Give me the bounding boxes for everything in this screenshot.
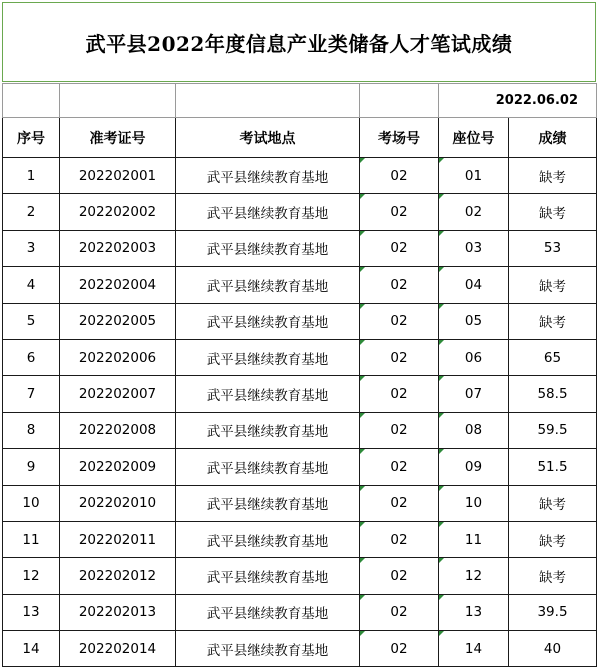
empty-cell[interactable] — [176, 84, 360, 118]
header-venue[interactable]: 考试地点 — [176, 118, 360, 158]
cell-seq[interactable]: 10 — [3, 485, 60, 521]
cell-room[interactable]: 02 — [360, 303, 439, 339]
cell-seat[interactable]: 12 — [439, 558, 509, 594]
header-score[interactable]: 成绩 — [509, 118, 597, 158]
cell-seat[interactable]: 07 — [439, 376, 509, 412]
table-row — [3, 376, 597, 412]
cell-room[interactable]: 02 — [360, 158, 439, 194]
cell-ticket[interactable]: 202202014 — [60, 631, 176, 667]
cell-venue[interactable]: 武平县继续教育基地 — [176, 194, 360, 230]
cell-ticket[interactable]: 202202011 — [60, 521, 176, 557]
cell-ticket[interactable]: 202202009 — [60, 449, 176, 485]
cell-seq[interactable]: 11 — [3, 521, 60, 557]
cell-seat[interactable]: 04 — [439, 267, 509, 303]
cell-score[interactable]: 40 — [509, 631, 597, 667]
cell-score[interactable]: 缺考 — [509, 558, 597, 594]
cell-venue[interactable]: 武平县继续教育基地 — [176, 558, 360, 594]
empty-cell[interactable] — [360, 84, 439, 118]
cell-score[interactable]: 58.5 — [509, 376, 597, 412]
table-row — [3, 485, 597, 521]
cell-ticket[interactable]: 202202002 — [60, 194, 176, 230]
cell-ticket[interactable]: 202202010 — [60, 485, 176, 521]
table-row — [3, 303, 597, 339]
cell-room[interactable]: 02 — [360, 631, 439, 667]
cell-score[interactable]: 39.5 — [509, 594, 597, 630]
cell-venue[interactable]: 武平县继续教育基地 — [176, 230, 360, 266]
cell-room[interactable]: 02 — [360, 521, 439, 557]
empty-cell[interactable] — [60, 84, 176, 118]
cell-room[interactable]: 02 — [360, 449, 439, 485]
table-row — [3, 194, 597, 230]
cell-seat[interactable]: 02 — [439, 194, 509, 230]
cell-score[interactable]: 缺考 — [509, 303, 597, 339]
table-row — [3, 449, 597, 485]
cell-ticket[interactable]: 202202008 — [60, 412, 176, 448]
empty-cell[interactable] — [3, 84, 60, 118]
exam-date[interactable]: 2022.06.02 — [439, 84, 597, 118]
cell-seq[interactable]: 4 — [3, 267, 60, 303]
cell-ticket[interactable]: 202202003 — [60, 230, 176, 266]
cell-score[interactable]: 缺考 — [509, 194, 597, 230]
cell-seq[interactable]: 7 — [3, 376, 60, 412]
cell-ticket[interactable]: 202202013 — [60, 594, 176, 630]
cell-venue[interactable]: 武平县继续教育基地 — [176, 594, 360, 630]
table-row — [3, 230, 597, 266]
cell-ticket[interactable]: 202202001 — [60, 158, 176, 194]
cell-score[interactable]: 缺考 — [509, 521, 597, 557]
date-row — [3, 84, 597, 118]
table-row — [3, 521, 597, 557]
cell-venue[interactable]: 武平县继续教育基地 — [176, 158, 360, 194]
table-row — [3, 267, 597, 303]
cell-ticket[interactable]: 202202007 — [60, 376, 176, 412]
cell-venue[interactable]: 武平县继续教育基地 — [176, 267, 360, 303]
cell-seq[interactable]: 12 — [3, 558, 60, 594]
table-row — [3, 594, 597, 630]
cell-score[interactable]: 65 — [509, 339, 597, 375]
cell-seq[interactable]: 2 — [3, 194, 60, 230]
table-row — [3, 158, 597, 194]
cell-ticket[interactable]: 202202006 — [60, 339, 176, 375]
table-body — [3, 158, 597, 667]
cell-score[interactable]: 缺考 — [509, 485, 597, 521]
table-row — [3, 631, 597, 667]
cell-score[interactable]: 59.5 — [509, 412, 597, 448]
cell-seq[interactable]: 1 — [3, 158, 60, 194]
table-row — [3, 558, 597, 594]
sheet-title[interactable]: 武平县2022年度信息产业类储备人才笔试成绩 — [2, 2, 596, 82]
scores-table — [2, 83, 597, 667]
cell-seat[interactable]: 10 — [439, 485, 509, 521]
cell-venue[interactable]: 武平县继续教育基地 — [176, 412, 360, 448]
cell-room[interactable]: 02 — [360, 267, 439, 303]
cell-score[interactable]: 缺考 — [509, 267, 597, 303]
cell-seq[interactable]: 5 — [3, 303, 60, 339]
cell-room[interactable]: 02 — [360, 194, 439, 230]
cell-venue[interactable]: 武平县继续教育基地 — [176, 521, 360, 557]
table-row — [3, 412, 597, 448]
cell-venue[interactable]: 武平县继续教育基地 — [176, 449, 360, 485]
cell-venue[interactable]: 武平县继续教育基地 — [176, 485, 360, 521]
cell-seat[interactable]: 05 — [439, 303, 509, 339]
cell-score[interactable]: 51.5 — [509, 449, 597, 485]
cell-seat[interactable]: 09 — [439, 449, 509, 485]
cell-score[interactable]: 缺考 — [509, 158, 597, 194]
cell-venue[interactable]: 武平县继续教育基地 — [176, 339, 360, 375]
cell-seat[interactable]: 11 — [439, 521, 509, 557]
cell-venue[interactable]: 武平县继续教育基地 — [176, 376, 360, 412]
cell-room[interactable]: 02 — [360, 485, 439, 521]
cell-venue[interactable]: 武平县继续教育基地 — [176, 631, 360, 667]
cell-seat[interactable]: 01 — [439, 158, 509, 194]
cell-room[interactable]: 02 — [360, 230, 439, 266]
header-seat[interactable]: 座位号 — [439, 118, 509, 158]
header-row — [3, 118, 597, 158]
cell-seat[interactable]: 06 — [439, 339, 509, 375]
header-ticket[interactable]: 准考证号 — [60, 118, 176, 158]
cell-ticket[interactable]: 202202004 — [60, 267, 176, 303]
cell-seq[interactable]: 6 — [3, 339, 60, 375]
cell-score[interactable]: 53 — [509, 230, 597, 266]
cell-room[interactable]: 02 — [360, 339, 439, 375]
cell-room[interactable]: 02 — [360, 376, 439, 412]
cell-seq[interactable]: 14 — [3, 631, 60, 667]
cell-seat[interactable]: 03 — [439, 230, 509, 266]
cell-room[interactable]: 02 — [360, 558, 439, 594]
cell-seat[interactable]: 13 — [439, 594, 509, 630]
header-seq[interactable]: 序号 — [3, 118, 60, 158]
cell-ticket[interactable]: 202202012 — [60, 558, 176, 594]
cell-seq[interactable]: 3 — [3, 230, 60, 266]
cell-venue[interactable]: 武平县继续教育基地 — [176, 303, 360, 339]
cell-seq[interactable]: 13 — [3, 594, 60, 630]
cell-room[interactable]: 02 — [360, 412, 439, 448]
cell-seq[interactable]: 8 — [3, 412, 60, 448]
cell-seq[interactable]: 9 — [3, 449, 60, 485]
cell-seat[interactable]: 14 — [439, 631, 509, 667]
cell-seat[interactable]: 08 — [439, 412, 509, 448]
table-row — [3, 339, 597, 375]
header-room[interactable]: 考场号 — [360, 118, 439, 158]
cell-room[interactable]: 02 — [360, 594, 439, 630]
cell-ticket[interactable]: 202202005 — [60, 303, 176, 339]
